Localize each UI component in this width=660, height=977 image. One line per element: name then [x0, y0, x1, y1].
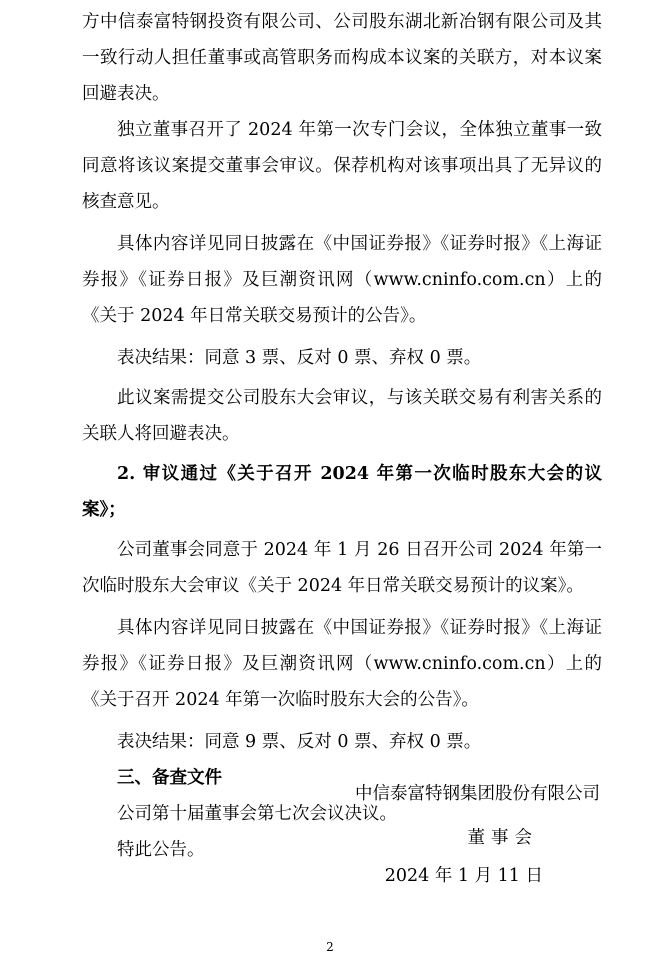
paragraph-disclosure-details-2: 具体内容详见同日披露在《中国证券报》《证券时报》《上海证券报》《证券日报》及巨潮资讯网（www.cninfo.com.cn）上的《关于召开 2024 年第一次临时股东大会的公告》。 [82, 618, 602, 710]
signature-company: 中信泰富特钢集团股份有限公司 [355, 784, 600, 804]
section-heading-reference-documents: 三、备查文件 [117, 768, 222, 788]
page-number: 2 [326, 940, 334, 954]
paragraph-disclosure-details-1: 具体内容详见同日披露在《中国证券报》《证券时报》《上海证券报》《证券日报》及巨潮资讯网（www.cninfo.com.cn）上的《关于 2024 年日常关联交易预计的公告》。 [82, 234, 602, 326]
paragraph-independent-directors: 独立董事召开了 2024 年第一次专门会议，全体独立董事一致同意将该议案提交董事会审议。保荐机构对该事项出具了无异议的核查意见。 [82, 120, 602, 212]
signature-date: 2024 年 1 月 11 日 [384, 866, 543, 886]
paragraph-reference-document: 公司第十届董事会第七次会议决议。 [117, 804, 397, 824]
signature-board: 董事会 [467, 828, 538, 848]
paragraph-meeting-convening: 公司董事会同意于 2024 年 1 月 26 日召开公司 2024 年第一次临时股东大会审议《关于 2024 年日常关联交易预计的议案》。 [82, 540, 602, 596]
paragraph-vote-result-2: 表决结果：同意 9 票、反对 0 票、弃权 0 票。 [117, 732, 482, 752]
section-heading-item-2: 2. 审议通过《关于召开 2024 年第一次临时股东大会的议案》； [82, 464, 602, 520]
paragraph-vote-result-1: 表决结果：同意 3 票、反对 0 票、弃权 0 票。 [117, 348, 482, 368]
paragraph-shareholder-approval: 此议案需提交公司股东大会审议，与该关联交易有利害关系的关联人将回避表决。 [82, 388, 602, 444]
paragraph-recusal-note: 方中信泰富特钢投资有限公司、公司股东湖北新冶钢有限公司及其一致行动人担任董事或高管职务而构成本议案的关联方，对本议案回避表决。 [82, 12, 602, 104]
paragraph-closing: 特此公告。 [117, 840, 205, 860]
